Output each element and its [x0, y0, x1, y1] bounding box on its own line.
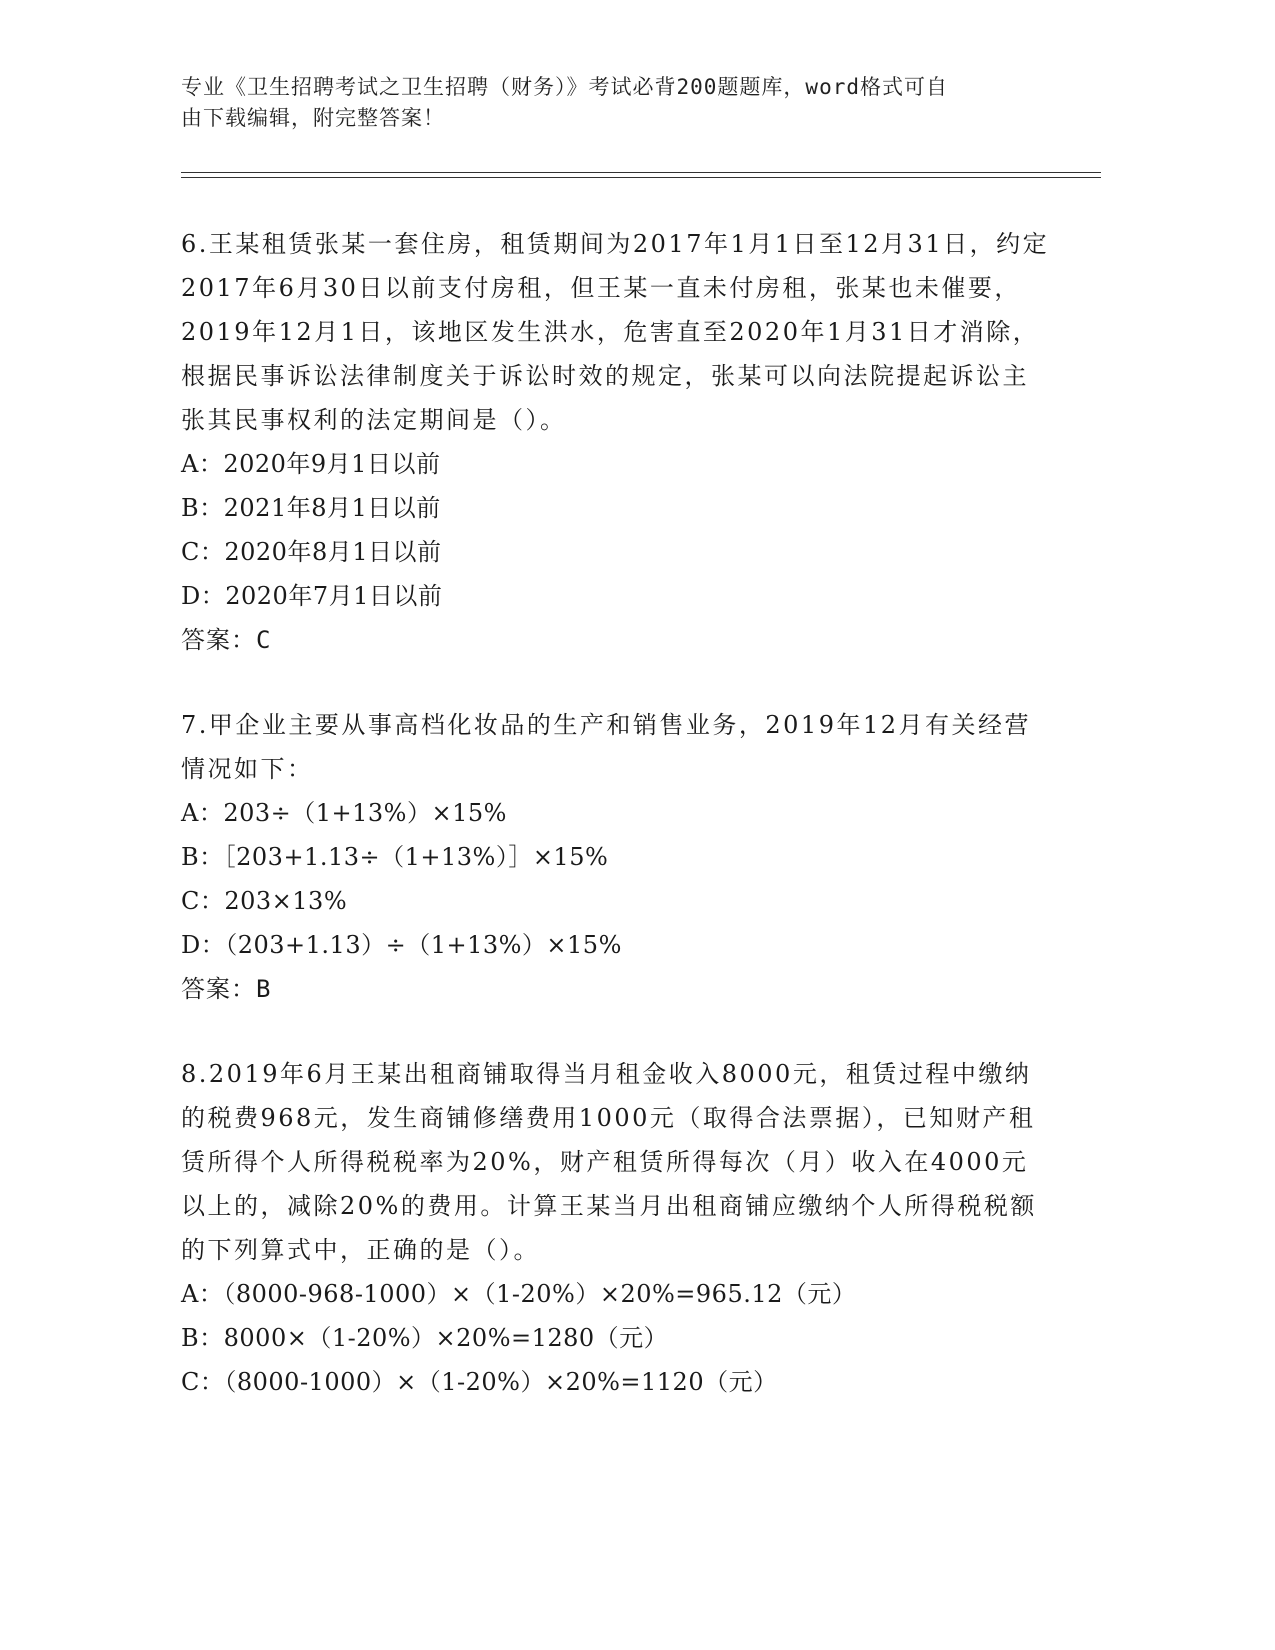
option-c: C：（8000-1000）×（1-20%）×20%=1120（元） [181, 1368, 778, 1396]
option-c: C：2020年8月1日以前 [181, 538, 442, 566]
header-line-2: 由下载编辑，附完整答案！ [181, 106, 445, 130]
document-header [181, 72, 1041, 134]
question-8 [181, 1052, 1051, 1404]
option-b: B：2021年8月1日以前 [181, 494, 441, 522]
option-d: D：2020年7月1日以前 [181, 582, 443, 610]
question-7 [181, 703, 1051, 1011]
header-divider-bottom [181, 177, 1101, 178]
option-b: B：8000×（1-20%）×20%=1280（元） [181, 1324, 669, 1352]
option-c: C：203×13% [181, 887, 348, 915]
question-stem: 7.甲企业主要从事高档化妆品的生产和销售业务，2019年12月有关经营情况如下： [181, 711, 1032, 783]
header-line-1: 专业《卫生招聘考试之卫生招聘（财务）》考试必背200题题库，word格式可自 [181, 75, 948, 99]
answer-line: 答案：B [181, 975, 272, 1003]
answer-line: 答案：C [181, 626, 272, 654]
question-stem: 6.王某租赁张某一套住房，租赁期间为2017年1月1日至12月31日，约定2017年6月30日以前支付房租，但王某一直未付房租，张某也未催要，2019年12月1日，该地区发生洪水，危害直至2020年1月31日才消除，根据民事诉讼法律制度关于诉讼时效的规定，张某可以向法院提起诉讼主张其民事权利的法定期间是（）。 [181, 230, 1050, 434]
option-b: B：［203+1.13÷（1+13%）］×15% [181, 843, 609, 871]
header-divider-top [181, 172, 1101, 173]
option-a: A：203÷（1+13%）×15% [181, 799, 507, 827]
option-d: D：（203+1.13）÷（1+13%）×15% [181, 931, 622, 959]
option-a: A：（8000-968-1000）×（1-20%）×20%=965.12（元） [181, 1280, 857, 1308]
question-stem: 8.2019年6月王某出租商铺取得当月租金收入8000元，租赁过程中缴纳的税费968元，发生商铺修缮费用1000元（取得合法票据），已知财产租赁所得个人所得税税率为20%，财产租赁所得每次（月）收入在4000元以上的，减除20%的费用。计算王某当月出租商铺应缴纳个人所得税税额的下列算式中，正确的是（）。 [181, 1060, 1037, 1264]
question-6 [181, 222, 1051, 662]
option-a: A：2020年9月1日以前 [181, 450, 441, 478]
